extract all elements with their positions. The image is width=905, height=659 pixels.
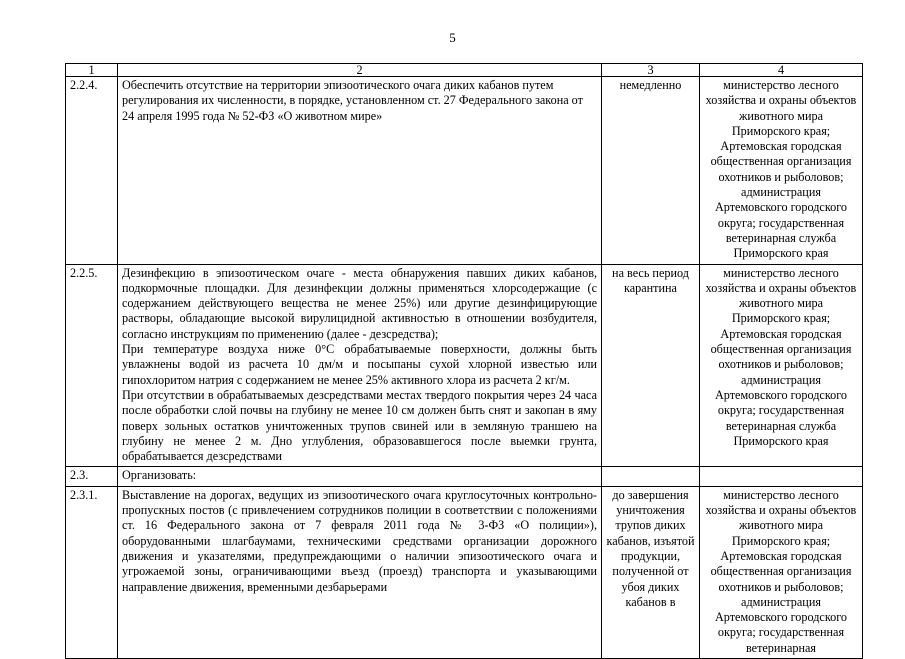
row-period bbox=[602, 467, 700, 486]
content-paragraph: Обеспечить отсутствие на территории эпизоотического очага диких кабанов путем регулирования их численности, в порядке, установленном ст. 27 Федерального закона от 24 апреля 1995 года № 52-ФЗ «О животном мире» bbox=[122, 78, 583, 123]
measures-table bbox=[65, 63, 863, 659]
section-heading: Организовать: bbox=[118, 467, 602, 486]
header-cell-2: 2 bbox=[118, 64, 602, 77]
table-row bbox=[66, 467, 863, 486]
table-header-row bbox=[66, 64, 863, 77]
content-paragraph: При отсутствии в обрабатываемых дезсредствами местах твердого покрытия через 24 часа после обработки слой почвы на глубину не менее 10 см должен быть снят и закопан в яму поверх зольных остатков уничтоженных трупов свиней или в земляную траншею на глубину не менее 2 м. Дно углубления, образовавшегося после выемки грунта, обрабатывается дезсредствами bbox=[122, 387, 597, 464]
content-paragraph: При температуре воздуха ниже 0°С обрабатываемые поверхности, должны быть увлажнены водой из расчета 10 дм/м и посыпаны сухой хлорной известью или гипохлоритом натрия с содержанием не менее 25% активного хлора из расчета 2 кг/м. bbox=[122, 342, 597, 387]
row-number: 2.3. bbox=[66, 467, 118, 486]
header-cell-4: 4 bbox=[700, 64, 863, 77]
row-responsible: министерство лесного хозяйства и охраны объектов животного мира Приморского края; Артемовская городская общественная организация охотников и рыболовов; администрация Артемовского городского округа; государственная ветеринарная служба Приморского края bbox=[700, 77, 863, 265]
row-responsible: министерство лесного хозяйства и охраны объектов животного мира Приморского края; Артемовская городская общественная организация охотников и рыболовов; администрация Артемовского городского округа; государственная ветеринарная bbox=[700, 486, 863, 658]
row-number: 2.2.5. bbox=[66, 264, 118, 467]
row-number: 2.3.1. bbox=[66, 486, 118, 658]
table-row bbox=[66, 77, 863, 265]
row-period: немедленно bbox=[602, 77, 700, 265]
header-cell-3: 3 bbox=[602, 64, 700, 77]
row-content bbox=[118, 77, 602, 265]
row-content bbox=[118, 264, 602, 467]
content-paragraph: Выставление на дорогах, ведущих из эпизоотического очага круглосуточных контрольно-пропускных постов (с привлечением сотрудников полиции в соответствии с положениями ст. 16 Федерального закона от 7 февраля 2011 года № 3-ФЗ «О полиции»), оборудованными шлагбаумами, техническими средствами организации дорожного движения и указателями, предупреждающими о наличии эпизоотического очага и угрожаемой зоны, ограничивающими въезд (проезд) транспорта и указывающими направление движения, временными дезбарьерами bbox=[122, 487, 597, 594]
row-period: на весь период карантина bbox=[602, 264, 700, 467]
table-row bbox=[66, 264, 863, 467]
header-cell-1: 1 bbox=[66, 64, 118, 77]
table-row bbox=[66, 486, 863, 658]
row-period: до завершения уничтожения трупов диких кабанов, изъятой продукции, полученной от убоя диких кабанов в bbox=[602, 486, 700, 658]
content-paragraph: Дезинфекцию в эпизоотическом очаге - места обнаружения павших диких кабанов, подкормочные площадки. Для дезинфекции должны применяться хлорсодержащие (с содержанием действующего вещества не менее 25%) или другие дезинфицирующие растворы, обладающие высокой вирулицидной активностью в отношении возбудителя, согласно инструкциям по применению (далее - дезсредства); bbox=[122, 265, 597, 341]
row-responsible: министерство лесного хозяйства и охраны объектов животного мира Приморского края; Артемовская городская общественная организация охотников и рыболовов; администрация Артемовского городского округа; государственная ветеринарная служба Приморского края bbox=[700, 264, 863, 467]
row-number: 2.2.4. bbox=[66, 77, 118, 265]
row-content bbox=[118, 486, 602, 658]
page-number: 5 bbox=[449, 30, 456, 45]
row-responsible bbox=[700, 467, 863, 486]
